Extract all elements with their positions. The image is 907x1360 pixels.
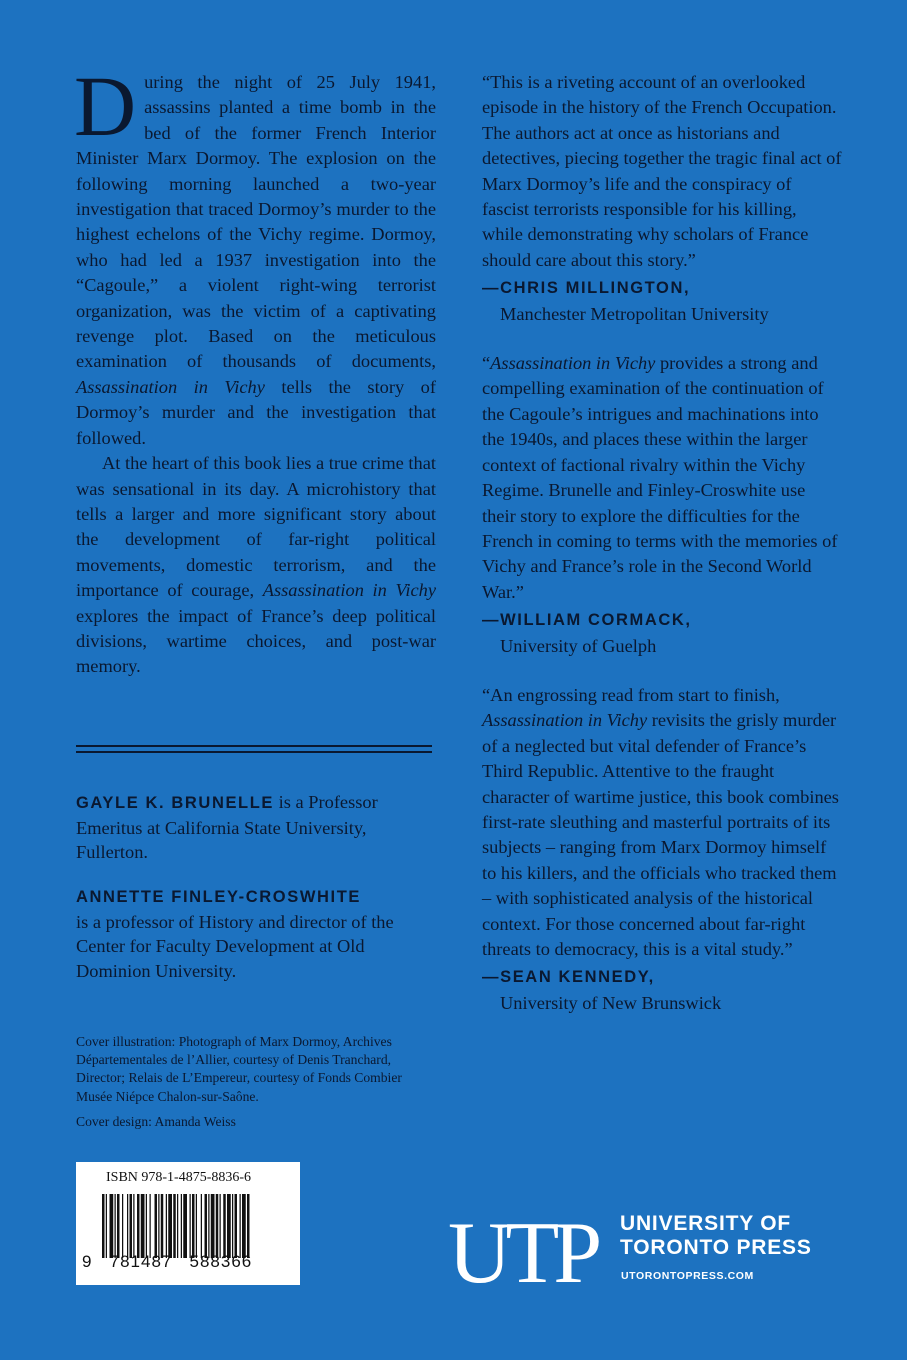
barcode-bar [223,1194,226,1258]
barcode-bar [240,1194,241,1258]
barcode-bar [232,1194,233,1258]
barcode-bar [106,1194,107,1258]
barcode-bar [216,1194,219,1258]
utp-logo-text: UTP [448,1212,597,1292]
endorser-affiliation: University of New Brunswick [500,992,722,1013]
description-paragraph-1: During the night of 25 July 1941, assassins planted a time bomb in the bed of the former French Interior Minister Marx Dormoy. The explosion on the following morning launched a two-year investigation that traced Dormoy’s murder to the highest echelons of the Vichy regime. Dormoy, who had led a 1937 investigation into the “Cagoule,” a violent right-wing terrorist organization, was the victim of a captivating revenge plot. Based on the meticulous examination of thousands of documents, Assassination in Vichy tells the story of Dormoy’s murder and the investigation that followed. [74,58,436,448]
barcode-bar [190,1194,191,1258]
book-description [74,58,436,680]
barcode-bar [150,1194,151,1258]
endorsement-quote: “An engrossing read from start to finish, Assassination in Vichy revisits the grisly murder of a neglected but vital defender of France’s Third Republic. Attentive to the fraught character of wartime justice, this book combines first-rate sleuthing and masterful portraits of its subjects – ranging from Marx Dormoy himself to his killers, and the officials who tracked them – with sophisticated analysis of the historical context. For those concerned about far-right threats to democracy, this is a vital study.” [482,684,839,959]
barcode-bar [181,1194,182,1258]
barcode-bars [102,1194,288,1258]
endorser-name: —SEAN KENNEDY, [482,968,655,987]
barcode-bar [166,1194,167,1258]
barcode-bar [137,1194,140,1258]
barcode-bar [130,1194,133,1258]
endorsement [482,683,842,1016]
cover-credits [76,1033,436,1138]
endorsement [482,70,842,327]
section-divider [76,745,432,757]
author-name: ANNETTE FINLEY-CROSWHITE [76,888,361,906]
endorser-affiliation: Manchester Metropolitan University [500,303,769,324]
barcode-bar [155,1194,158,1258]
endorser-affiliation: University of Guelph [500,635,657,656]
book-title: Assassination in Vichy [76,376,265,397]
barcode-bar [242,1194,246,1258]
barcode-bar [205,1194,208,1258]
barcode-bar [247,1194,250,1258]
barcode-digits: 9 781487 588366 [82,1252,253,1271]
barcode-bar [102,1194,105,1258]
barcode-bar [168,1194,172,1258]
barcode-bar [235,1194,238,1258]
barcode-bar [208,1194,209,1258]
endorsements [482,70,842,1040]
isbn-barcode [76,1162,300,1285]
book-title: Assassination in Vichy [490,353,656,374]
barcode-bar [158,1194,159,1258]
barcode-bar [133,1194,134,1258]
barcode-bar [220,1194,221,1258]
endorsement-quote: “Assassination in Vichy provides a strong and compelling examination of the continuation of the Cagoule’s intrigues and machinations into the 1940s, and places these within the larger context of factional rivalry within the Vichy Regime. Brunelle and Finley-Croswhite use their story to explore the difficulties for the French in coming to terms with the memories of Vichy and France’s role in the Second World War.” [482,353,838,602]
author-name: GAYLE K. BRUNELLE [76,794,275,812]
barcode-bar [196,1194,197,1258]
publisher-url: UTORONTOPRESS.COM [621,1270,754,1282]
author-bio: GAYLE K. BRUNELLE is a Professor Emeritus at California State University, Fullerton. [76,792,378,862]
endorser-name: —CHRIS MILLINGTON, [482,279,691,298]
utp-logo-icon [448,1212,608,1292]
endorsement-quote: “This is a riveting account of an overlooked episode in the history of the French Occupation. The authors act at once as historians and detectives, piecing together the tragic final act of Marx Dormoy’s life and the conspiracy of fascist terrorists responsible for his killing, while demonstrating why scholars of France should care about this story.” [482,72,842,270]
drop-cap: D [74,58,137,154]
endorser-name: —WILLIAM CORMACK, [482,611,692,630]
barcode-bar [117,1194,120,1258]
barcode-bar [110,1194,114,1258]
book-title: Assassination in Vichy [482,710,648,731]
barcode-bar [141,1194,145,1258]
description-paragraph-2: At the heart of this book lies a true crime that was sensational in its day. A microhistory that tells a larger and more significant story about the development of far-right political movements, domestic terrorism, and the importance of courage, Assassination in Vichy explores the impact of France’s deep political divisions, wartime choices, and post-war memory. [76,453,436,677]
barcode-bar [211,1194,215,1258]
book-title: Assassination in Vichy [262,580,436,601]
barcode-bar [177,1194,178,1258]
barcode-bar [115,1194,116,1258]
barcode-bar [161,1194,164,1258]
isbn-number: ISBN 978-1-4875-8836-6 [106,1170,252,1185]
barcode-bar [127,1194,128,1258]
barcode-bar [173,1194,176,1258]
barcode-bar [122,1194,123,1258]
barcode-bar [146,1194,147,1258]
illustration-credit: Cover illustration: Photograph of Marx Dormoy, Archives Départementales de l’Allier, courtesy of Denis Tranchard, Director; Relais de L’Empereur, courtesy of Fonds Combier Musée Niépce Chalon-sur-Saône. [76,1034,402,1104]
barcode-bar [183,1194,187,1258]
publisher-name: UNIVERSITY OF TORONTO PRESS [620,1212,812,1259]
design-credit: Cover design: Amanda Weiss [76,1113,236,1129]
barcode-bar [201,1194,202,1258]
barcode-bar [192,1194,195,1258]
endorsement [482,351,842,659]
barcode-bar [227,1194,231,1258]
author-bio: ANNETTE FINLEY-CROSWHITE is a professor of History and director of the Center for Faculty Development at Old Dominion University. [76,888,394,981]
